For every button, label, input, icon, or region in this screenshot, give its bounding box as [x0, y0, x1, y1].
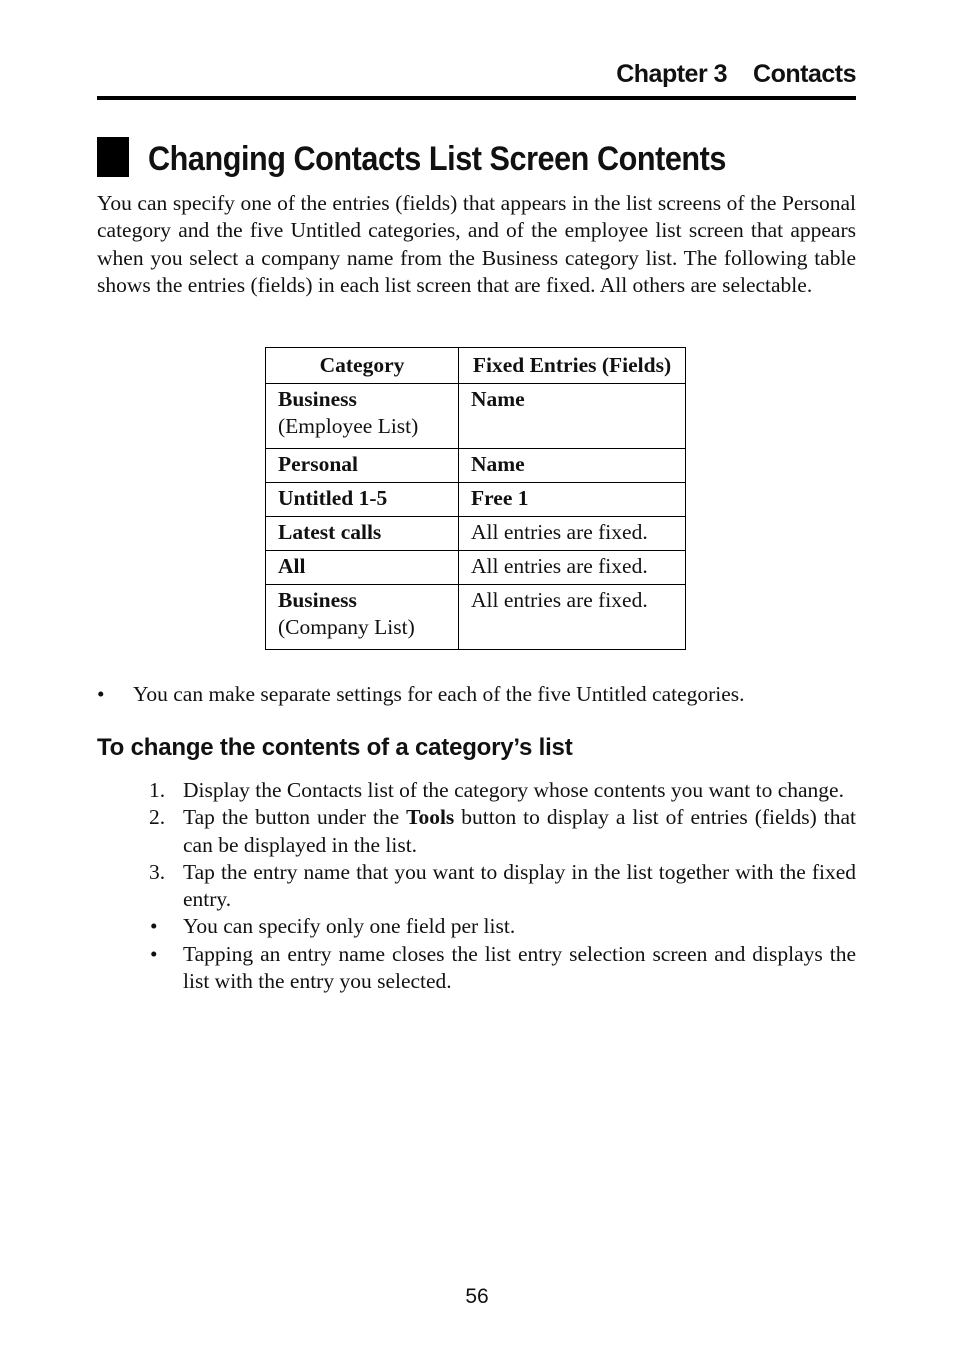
procedure-heading: To change the contents of a category’s list: [97, 734, 573, 761]
category-cell: [266, 551, 459, 585]
fixed-entry-cell: Name: [459, 384, 686, 449]
category-name: Personal: [278, 452, 359, 476]
step-text-before: Tap the button under the: [183, 805, 407, 830]
table-row: [266, 585, 686, 650]
category-name: All: [278, 554, 306, 578]
chapter-title: Contacts: [753, 60, 856, 88]
intro-paragraph: You can specify one of the entries (fields) that appears in the list screens of the Personal category and the five Untitled categories, and of the employee list screen that appears when you select a company name from the Business category list. The following table shows the entries (fields) in each list screen that are fixed. All others are selectable.: [97, 191, 856, 297]
fixed-entry-cell: Name: [459, 449, 686, 483]
category-cell: [266, 585, 459, 650]
bullet-text: Tapping an entry name closes the list entry selection screen and displays the list with the entry you selected.: [183, 941, 856, 994]
fixed-entry-cell: All entries are fixed.: [459, 585, 686, 650]
category-note: (Employee List): [278, 414, 419, 438]
step-number: 1.: [149, 778, 166, 802]
step-text-after: button to display a list of entries (fields) that can be displayed in the list.: [183, 805, 856, 857]
table-row: [266, 517, 686, 551]
fixed-entries-table: [265, 347, 686, 650]
category-name: Business: [278, 588, 357, 612]
table-row: [266, 384, 686, 449]
category-name: Business: [278, 387, 357, 411]
procedure-bullet-1: [97, 913, 856, 940]
category-cell: [266, 483, 459, 517]
procedure-bullet-2: [97, 941, 856, 996]
column-header-fixed-entries: Fixed Entries (Fields): [459, 348, 686, 384]
category-name: Latest calls: [278, 520, 382, 544]
step-3: [97, 859, 856, 914]
step-1: [97, 777, 856, 804]
step-number: 3.: [149, 859, 166, 884]
step-2: [97, 804, 856, 859]
procedure-steps: [97, 777, 856, 995]
table-row: [266, 449, 686, 483]
category-note: (Company List): [278, 615, 415, 639]
bullet-marker: •: [150, 941, 158, 966]
category-cell: [266, 517, 459, 551]
step-text: Display the Contacts list of the category whose contents you want to change.: [183, 778, 844, 802]
step-number: 2.: [149, 805, 166, 830]
table-row: [266, 483, 686, 517]
fixed-entry-cell: All entries are fixed.: [459, 517, 686, 551]
column-header-category: Category: [266, 348, 459, 384]
page-number: 56: [465, 1285, 489, 1308]
bullet-text: You can specify only one field per list.: [183, 914, 516, 939]
step-text: Tap the entry name that you want to display in the list together with the fixed entry.: [183, 859, 856, 912]
fixed-entry-cell: All entries are fixed.: [459, 551, 686, 585]
category-cell: [266, 449, 459, 483]
tools-button-reference: Tools: [406, 805, 455, 830]
category-cell: [266, 384, 459, 449]
running-header: [616, 60, 856, 89]
category-name: Untitled 1-5: [278, 486, 388, 510]
section-marker-square: [97, 137, 129, 177]
fixed-entry-cell: Free 1: [459, 483, 686, 517]
table-header-row: [266, 348, 686, 384]
note-text: You can make separate settings for each of the five Untitled categories.: [133, 682, 745, 706]
chapter-label: Chapter 3: [616, 60, 728, 88]
bullet-marker: •: [97, 682, 105, 706]
table-row: [266, 551, 686, 585]
bullet-marker: •: [150, 914, 158, 939]
header-rule: [97, 96, 856, 100]
section-title: Changing Contacts List Screen Contents: [148, 140, 726, 178]
